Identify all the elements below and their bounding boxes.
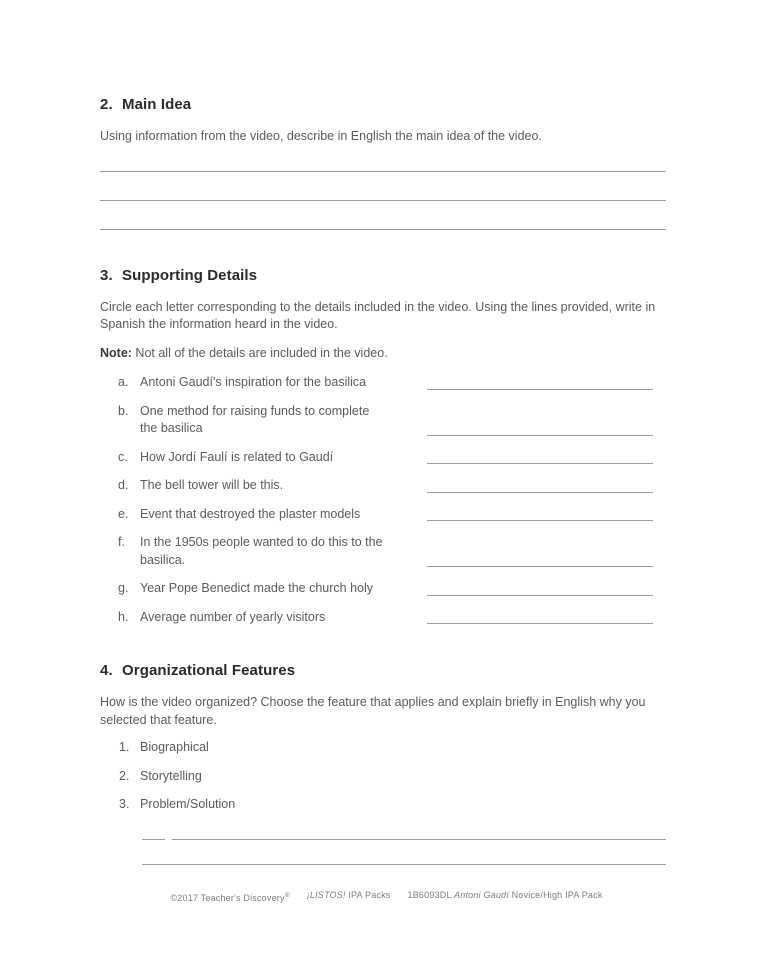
- supporting-details-instruction: Circle each letter corresponding to the details included in the video. Using the lines provided, write in Spanish the information heard in the video.: [100, 299, 656, 331]
- organizational-features-title: Organizational Features: [122, 662, 296, 679]
- main-idea-write-line[interactable]: [100, 172, 666, 201]
- organizational-features-instruction: How is the video organized? Choose the feature that applies and explain briefly in English why you selected that feature.: [100, 695, 646, 727]
- selected-option-blank[interactable]: [142, 839, 165, 840]
- detail-label: In the 1950s people wanted to do this to the basilica.: [140, 535, 383, 567]
- page-content: [100, 0, 666, 865]
- detail-item-text: [100, 506, 390, 524]
- detail-item: [100, 449, 666, 467]
- detail-letter[interactable]: b.: [118, 403, 129, 418]
- detail-letter[interactable]: a.: [118, 375, 129, 389]
- note-label: Note:: [100, 345, 132, 360]
- detail-item-text: [100, 534, 390, 569]
- organizational-option[interactable]: [100, 768, 666, 786]
- detail-answer-line[interactable]: [427, 463, 653, 464]
- detail-item-text: [100, 477, 390, 495]
- answer-row-1: [142, 839, 666, 840]
- main-idea-write-line[interactable]: [100, 146, 666, 172]
- detail-answer-line[interactable]: [427, 435, 653, 436]
- section-organizational-features: [100, 662, 666, 865]
- note-text: Not all of the details are included in the video.: [131, 345, 388, 360]
- detail-label: The bell tower will be this.: [140, 478, 284, 492]
- detail-label: How Jordí Faulí is related to Gaudí: [140, 449, 334, 464]
- detail-letter[interactable]: e.: [118, 506, 129, 521]
- option-number: 1.: [119, 740, 130, 754]
- detail-letter[interactable]: c.: [118, 449, 128, 464]
- organizational-answer-area: [100, 839, 666, 865]
- detail-item-text: [100, 609, 390, 627]
- footer: [0, 890, 773, 904]
- section-supporting-details: [100, 267, 666, 627]
- detail-answer-line[interactable]: [427, 623, 653, 624]
- option-number: 3.: [119, 797, 130, 811]
- explanation-line-2[interactable]: [142, 864, 666, 865]
- option-label: Problem/Solution: [140, 797, 236, 811]
- detail-item: [100, 580, 666, 598]
- organizational-option[interactable]: [100, 796, 666, 814]
- main-idea-write-lines: [100, 146, 666, 230]
- detail-item-text: [100, 374, 390, 392]
- registered-mark: ®: [284, 892, 290, 899]
- detail-item: [100, 374, 666, 392]
- footer-product: 1B6093DL Antoni Gaudí Novice/High IPA Pack: [407, 890, 603, 900]
- option-number: 2.: [119, 768, 130, 783]
- detail-answer-line[interactable]: [427, 389, 653, 390]
- organizational-features-heading: [100, 662, 666, 680]
- detail-answer-line[interactable]: [427, 492, 653, 493]
- footer-series: ¡LISTOS! IPA Packs: [306, 890, 391, 900]
- detail-letter[interactable]: d.: [118, 478, 129, 492]
- detail-item-text: [100, 449, 390, 467]
- supporting-details-heading: [100, 267, 666, 285]
- detail-answer-line[interactable]: [427, 595, 653, 596]
- detail-item: [100, 506, 666, 524]
- option-label: Storytelling: [140, 768, 202, 783]
- option-label: Biographical: [140, 740, 209, 754]
- detail-letter[interactable]: f.: [118, 535, 125, 549]
- organizational-features-number: 4.: [100, 662, 113, 679]
- note-line: [100, 345, 666, 363]
- supporting-details-list: [100, 374, 666, 626]
- detail-label: Average number of yearly visitors: [140, 609, 326, 624]
- main-idea-write-line[interactable]: [100, 201, 666, 230]
- detail-letter[interactable]: g.: [118, 581, 129, 595]
- main-idea-instruction: Using information from the video, describe in English the main idea of the video.: [100, 129, 542, 143]
- organizational-option[interactable]: [100, 739, 666, 757]
- detail-answer-line[interactable]: [427, 520, 653, 521]
- supporting-details-title: Supporting Details: [122, 266, 258, 284]
- detail-item: [100, 609, 666, 627]
- main-idea-number: 2.: [100, 96, 113, 113]
- supporting-details-number: 3.: [100, 266, 113, 284]
- detail-label: Antoni Gaudí's inspiration for the basilica: [140, 375, 367, 389]
- detail-label: Year Pope Benedict made the church holy: [140, 581, 374, 595]
- detail-label: Event that destroyed the plaster models: [140, 506, 361, 521]
- section-main-idea: [100, 0, 666, 230]
- detail-letter[interactable]: h.: [118, 609, 129, 624]
- detail-answer-line[interactable]: [427, 566, 653, 567]
- detail-label: One method for raising funds to complete the basilica: [140, 403, 370, 435]
- explanation-line-1[interactable]: [172, 839, 666, 840]
- organizational-options-list: [100, 739, 666, 814]
- main-idea-title: Main Idea: [122, 96, 192, 113]
- detail-item: [100, 534, 666, 569]
- detail-item: [100, 403, 666, 438]
- main-idea-heading: [100, 96, 666, 114]
- footer-copyright: ©2017 Teacher's Discovery®: [170, 892, 290, 903]
- detail-item-text: [100, 403, 390, 438]
- detail-item: [100, 477, 666, 495]
- detail-item-text: [100, 580, 390, 598]
